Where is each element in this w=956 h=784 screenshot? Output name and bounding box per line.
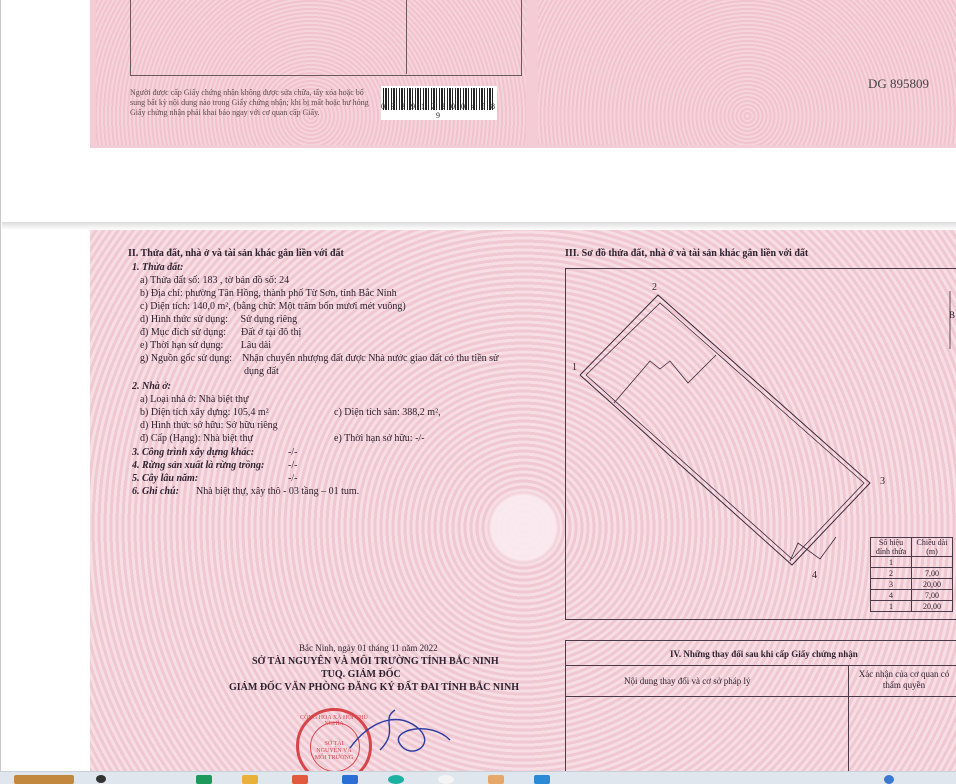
changes-table bbox=[565, 640, 956, 771]
changes-col1-header: Nội dung thay đổi và cơ sở pháp lý bbox=[624, 676, 751, 686]
certificate-page-current bbox=[90, 230, 956, 771]
house-line: e) Thời hạn sở hữu: -/- bbox=[334, 433, 425, 444]
land-line: c) Diện tích: 140,0 m², (bằng chữ: Một trăm bốn mươi mét vuông) bbox=[140, 301, 406, 312]
item-value: -/- bbox=[288, 460, 298, 471]
signer-role: TUQ. GIÁM ĐỐC bbox=[321, 669, 401, 680]
table-cell: 20,00 bbox=[912, 601, 953, 612]
section3-title: III. Sơ đồ thửa đất, nhà ở và tài sản khác gắn liền với đất bbox=[565, 248, 809, 259]
page-separator bbox=[2, 222, 956, 230]
table-cell: 4 bbox=[871, 590, 912, 601]
item-label: 5. Cây lâu năm: bbox=[132, 473, 199, 484]
barcode bbox=[381, 86, 497, 120]
page-gap bbox=[2, 148, 956, 226]
land-title: 1. Thửa đất: bbox=[132, 262, 184, 273]
plot-boundary bbox=[580, 295, 870, 565]
seal-text-top: CỘNG HÒA XÃ HỘI CHỦ NGHĨA bbox=[300, 715, 368, 727]
taskbar bbox=[0, 771, 956, 784]
item-value: Nhà biệt thự, xây thô - 03 tầng – 01 tum. bbox=[196, 486, 360, 497]
table-cell bbox=[912, 557, 953, 568]
vertex-label: 2 bbox=[652, 282, 657, 293]
section2-title: II. Thửa đất, nhà ở và tài sản khác gắn liền với đất bbox=[128, 248, 344, 259]
certificate-back-left bbox=[96, 0, 526, 145]
barcode-number: 0 9 3 9 1 2 2 0 0 4 5 8 9 bbox=[381, 102, 497, 120]
certificate-page-previous bbox=[90, 0, 956, 148]
changes-column-divider bbox=[848, 665, 849, 771]
section4-title: IV. Những thay đổi sau khi cấp Giấy chứng nhận bbox=[670, 649, 858, 659]
seal-text-center: SỞ TÀI NGUYÊN VÀ MÔI TRƯỜNG bbox=[314, 741, 354, 761]
frame-divider bbox=[406, 0, 408, 74]
table-cell: 7,00 bbox=[912, 568, 953, 579]
house-line: a) Loại nhà ở: Nhà biệt thự bbox=[140, 394, 249, 405]
land-line: đ) Mục đích sử dụng: Đất ở tại đô thị bbox=[140, 327, 302, 338]
edge-length-table bbox=[870, 537, 953, 612]
house-line: d) Hình thức sở hữu: Sở hữu riêng bbox=[140, 420, 278, 431]
changes-col2-header: Xác nhận của cơ quan có thẩm quyền bbox=[858, 669, 950, 690]
issue-date: Bắc Ninh, ngày 01 tháng 11 năm 2022 bbox=[299, 643, 438, 653]
house-outline bbox=[614, 355, 716, 403]
search-icon[interactable] bbox=[96, 775, 106, 783]
changes-row-divider bbox=[566, 696, 956, 697]
item-label: 3. Công trình xây dựng khác: bbox=[132, 447, 255, 458]
house-title: 2. Nhà ở: bbox=[132, 381, 171, 392]
issuing-org: SỞ TÀI NGUYÊN VÀ MÔI TRƯỜNG TỈNH BẮC NINH bbox=[252, 656, 499, 667]
land-line: e) Thời hạn sử dụng: Lâu dài bbox=[140, 340, 272, 351]
land-line: dụng đất bbox=[244, 366, 279, 377]
item-label: 4. Rừng sản xuất là rừng trồng: bbox=[132, 460, 265, 471]
plot-inner-boundary bbox=[586, 303, 864, 559]
handwritten-signature bbox=[340, 700, 500, 770]
table-cell: 1 bbox=[871, 601, 912, 612]
plot-diagram-frame bbox=[565, 268, 956, 620]
warning-note: Người được cấp Giấy chứng nhận không được sửa chữa, tẩy xóa hoặc bổ sung bất kỳ nội dung nào trong Giấy chứng nhận; khi bị mất hoặc hư hỏng Giấy chứng nhận phải khai báo ngay với cơ quan cấp Giấy. bbox=[130, 88, 369, 117]
land-line: d) Hình thức sử dụng: Sử dụng riêng bbox=[140, 314, 298, 325]
serial-number: DG 895809 bbox=[868, 76, 930, 91]
land-line: b) Địa chỉ: phường Tân Hồng, thành phố Từ Sơn, tỉnh Bắc Ninh bbox=[140, 288, 397, 299]
house-line: đ) Cấp (Hạng): Nhà biệt thự bbox=[140, 433, 253, 444]
house-line: c) Diện tích sàn: 388,2 m², bbox=[334, 407, 441, 418]
table-cell: 1 bbox=[871, 557, 912, 568]
table-cell: 2 bbox=[871, 568, 912, 579]
house-line: b) Diện tích xây dựng: 105,4 m² bbox=[140, 407, 269, 418]
certificate-back-right bbox=[538, 0, 956, 145]
item-value: -/- bbox=[288, 447, 298, 458]
house-outline-bottom bbox=[790, 537, 836, 561]
item-value: -/- bbox=[288, 473, 298, 484]
frame-box bbox=[130, 0, 522, 76]
edge-label: B bbox=[949, 310, 956, 320]
item-label: 6. Ghi chú: bbox=[132, 486, 179, 497]
changes-header bbox=[566, 641, 956, 666]
signer-office: GIÁM ĐỐC VĂN PHÒNG ĐĂNG KÝ ĐẤT ĐAI TỈNH BẮC NINH bbox=[229, 682, 520, 693]
table-cell: 7,00 bbox=[912, 590, 953, 601]
table-cell: 3 bbox=[871, 579, 912, 590]
vertex-label: 4 bbox=[812, 570, 817, 581]
table-header: Chiều dài (m) bbox=[912, 538, 953, 557]
land-line: g) Nguồn gốc sử dụng: Nhận chuyển nhượng đất được Nhà nước giao đất có thu tiền sử bbox=[140, 353, 499, 364]
table-cell: 20,00 bbox=[912, 579, 953, 590]
table-header: Số hiệu đỉnh thửa bbox=[871, 538, 912, 557]
vertex-label: 3 bbox=[880, 476, 885, 487]
land-line: a) Thửa đất số: 183 , tờ bản đồ số: 24 bbox=[140, 275, 290, 286]
vertex-label: 1 bbox=[572, 362, 577, 373]
